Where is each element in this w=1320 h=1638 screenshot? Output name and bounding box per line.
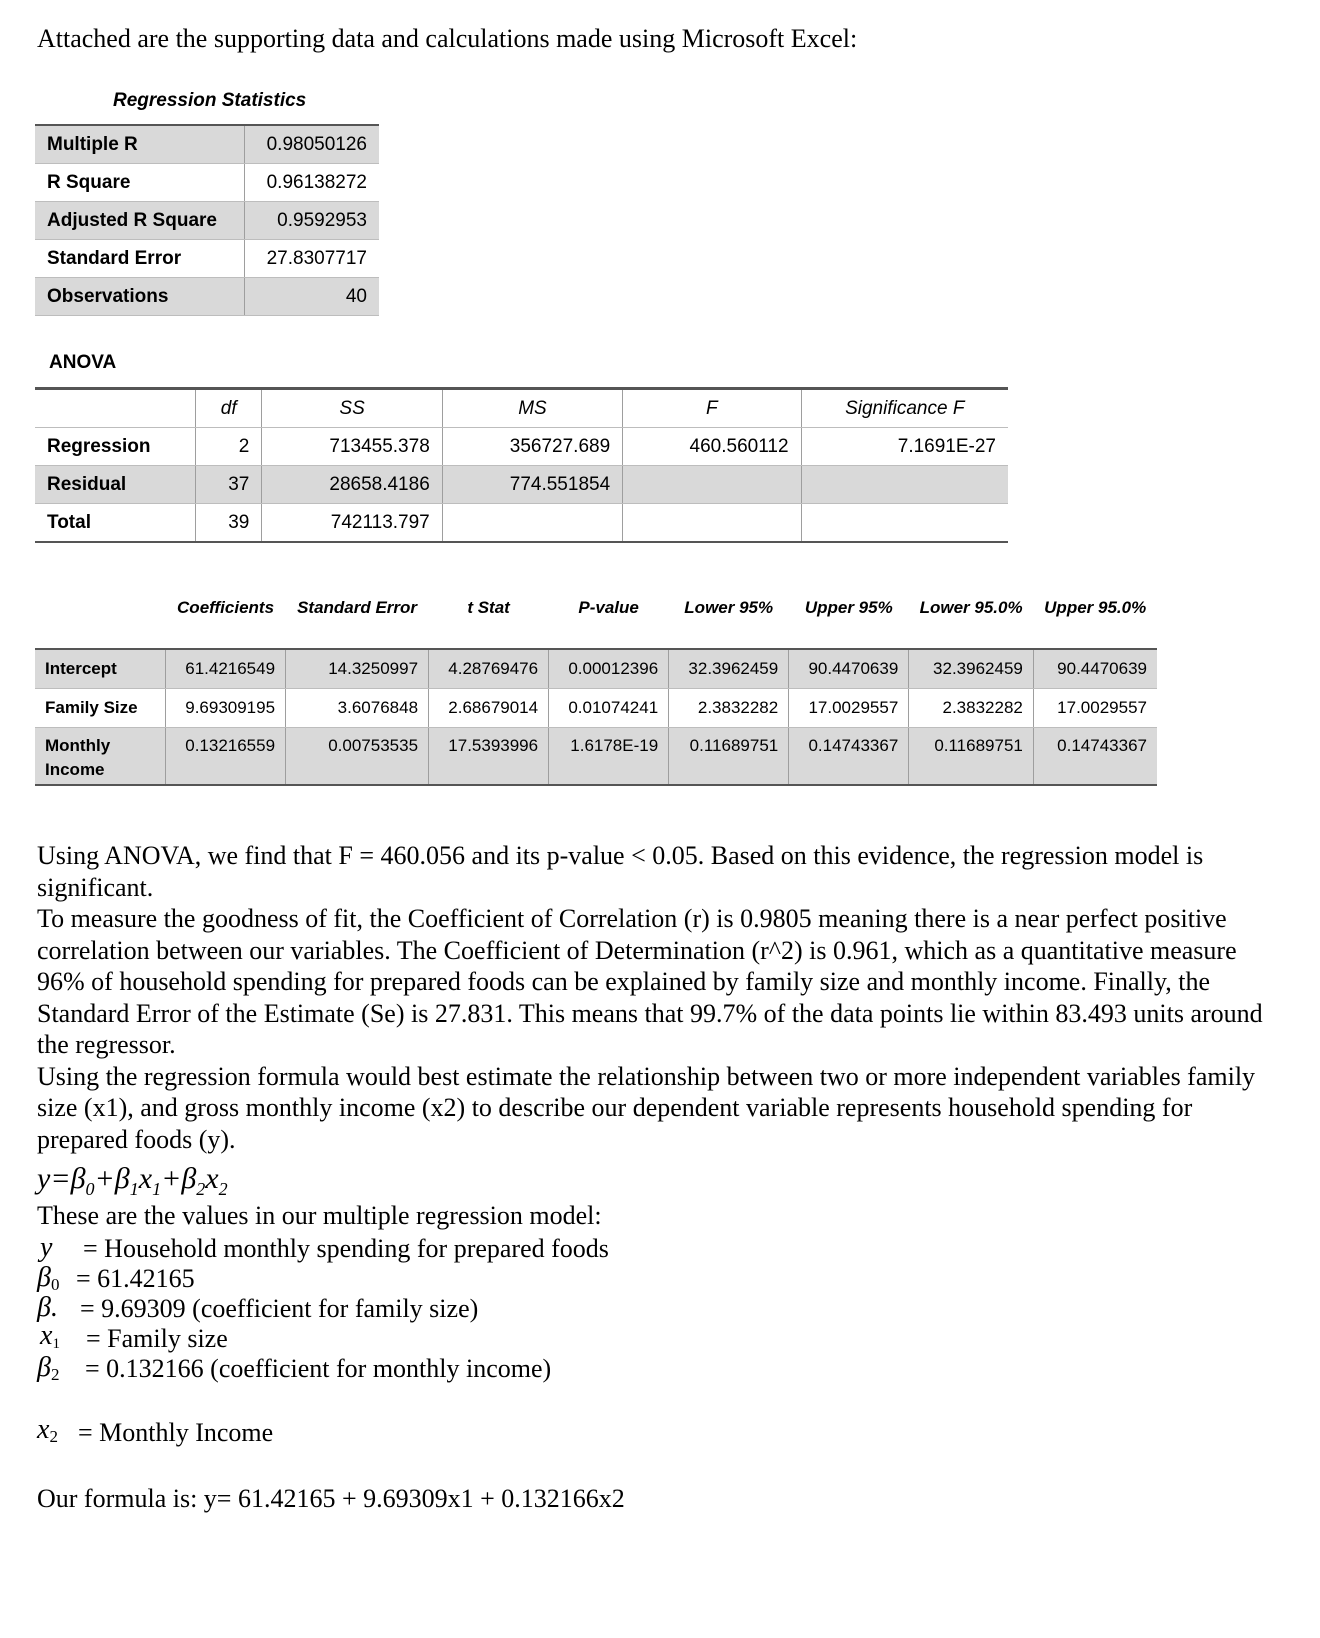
table-cell: 37 <box>196 466 262 504</box>
table-cell: 90.4470639 <box>789 649 909 689</box>
stat-label: Standard Error <box>35 240 245 278</box>
table-cell: 774.551854 <box>442 466 622 504</box>
definition-symbol: $\beta_0$ <box>37 1262 60 1295</box>
definition-symbol: $\beta_2$ <box>37 1352 60 1385</box>
paragraph: Using ANOVA, we find that F = 460.056 and its p-value < 0.05. Based on this evidence, the regression model is significant. <box>37 841 1204 902</box>
table-cell: 28658.4186 <box>262 466 442 504</box>
table-header-row <box>35 389 1008 428</box>
column-header: Significance F <box>801 389 1008 428</box>
table-row <box>35 504 1008 543</box>
table-row <box>35 466 1008 504</box>
definition-symbol: $x_2$ <box>37 1414 58 1447</box>
final-formula: Our formula is: y= 61.42165 + 9.69309x1 + 0.132166x2 <box>37 1484 625 1513</box>
table-cell: 17.0029557 <box>789 689 909 728</box>
table-cell: 460.560112 <box>623 428 801 466</box>
table-cell: 713455.378 <box>262 428 442 466</box>
row-label: Monthly Income <box>35 728 166 786</box>
regression-formula: $y=\beta_0+\beta_1x_1+\beta_2x_2$ <box>37 1162 228 1199</box>
column-header: Lower 95.0% <box>909 592 1034 649</box>
stat-value: 27.8307717 <box>245 240 380 278</box>
row-label: Regression <box>35 428 196 466</box>
table-cell: 4.28769476 <box>429 649 549 689</box>
stat-value: 0.96138272 <box>245 164 380 202</box>
stat-label: Multiple R <box>35 125 245 164</box>
column-header: SS <box>262 389 442 428</box>
table-cell: 90.4470639 <box>1033 649 1157 689</box>
table-cell: 14.3250997 <box>286 649 429 689</box>
row-label: Intercept <box>35 649 166 689</box>
definition-symbol: $x_1$ <box>40 1320 60 1353</box>
definition-text: = 0.132166 (coefficient for monthly income) <box>85 1354 552 1383</box>
definition-text: = Family size <box>86 1324 228 1353</box>
stat-label: R Square <box>35 164 245 202</box>
table-cell: 2 <box>196 428 262 466</box>
table-cell: 2.68679014 <box>429 689 549 728</box>
table-cell: 32.3962459 <box>909 649 1034 689</box>
definition-text: = 61.42165 <box>76 1264 195 1293</box>
regression-statistics-table <box>35 124 379 316</box>
column-header <box>35 389 196 428</box>
column-header: Coefficients <box>166 592 286 649</box>
anova-table <box>35 387 1008 543</box>
column-header: F <box>623 389 801 428</box>
paragraph: Using the regression formula would best estimate the relationship between two or more independent variables family size (x1), and gross monthly income (x2) to describe our dependent variable represents household spending for prepared foods (y). <box>37 1061 1256 1154</box>
coefficients-table <box>35 592 1157 786</box>
table-row <box>35 278 379 316</box>
column-header: t Stat <box>429 592 549 649</box>
column-header: df <box>196 389 262 428</box>
table-row <box>35 689 1157 728</box>
table-row <box>35 728 1157 786</box>
table-cell: 356727.689 <box>442 428 622 466</box>
values-title: These are the values in our multiple regression model: <box>37 1201 602 1230</box>
anova-title: ANOVA <box>49 352 117 373</box>
table-cell: 2.3832282 <box>669 689 789 728</box>
table-cell: 7.1691E-27 <box>801 428 1008 466</box>
column-header: Standard Error <box>286 592 429 649</box>
row-label: Total <box>35 504 196 543</box>
table-cell: 39 <box>196 504 262 543</box>
table-row <box>35 164 379 202</box>
row-label: Family Size <box>35 689 166 728</box>
table-cell: 0.11689751 <box>909 728 1034 786</box>
table-cell <box>801 504 1008 543</box>
definition-text: = 9.69309 (coefficient for family size) <box>80 1294 479 1323</box>
table-cell: 17.5393996 <box>429 728 549 786</box>
column-header: Upper 95.0% <box>1033 592 1157 649</box>
table-cell <box>623 466 801 504</box>
table-cell: 0.00753535 <box>286 728 429 786</box>
stat-value: 40 <box>245 278 380 316</box>
table-cell: 0.14743367 <box>1033 728 1157 786</box>
regression-statistics-title: Regression Statistics <box>113 90 307 111</box>
table-cell: 1.6178E-19 <box>549 728 669 786</box>
definition-text: = Household monthly spending for prepared foods <box>83 1234 609 1263</box>
stat-label: Observations <box>35 278 245 316</box>
table-row <box>35 240 379 278</box>
table-row <box>35 125 379 164</box>
table-row <box>35 649 1157 689</box>
definition-text: = Monthly Income <box>78 1418 274 1447</box>
table-cell: 0.01074241 <box>549 689 669 728</box>
table-header-row <box>35 592 1157 649</box>
table-cell: 0.13216559 <box>166 728 286 786</box>
table-row <box>35 428 1008 466</box>
stat-value: 0.98050126 <box>245 125 380 164</box>
table-cell: 3.6076848 <box>286 689 429 728</box>
table-row <box>35 202 379 240</box>
table-cell: 0.14743367 <box>789 728 909 786</box>
definition-symbol: y <box>40 1232 53 1263</box>
table-cell <box>442 504 622 543</box>
stat-label: Adjusted R Square <box>35 202 245 240</box>
stat-value: 0.9592953 <box>245 202 380 240</box>
table-cell: 17.0029557 <box>1033 689 1157 728</box>
table-cell: 0.00012396 <box>549 649 669 689</box>
table-cell <box>623 504 801 543</box>
row-label: Residual <box>35 466 196 504</box>
table-cell: 32.3962459 <box>669 649 789 689</box>
paragraph: To measure the goodness of fit, the Coefficient of Correlation (r) is 0.9805 meaning there is a near perfect positive correlation between our variables. The Coefficient of Determination (r^2) is 0.961, which as a quantitative measure 96% of household spending for prepared foods can be explained by family size and monthly income. Finally, the Standard Error of the Estimate (Se) is 27.831. This means that 99.7% of the data points lie within 83.493 units around the regressor. <box>37 904 1263 1059</box>
table-cell <box>801 466 1008 504</box>
column-header <box>35 592 166 649</box>
table-cell: 61.4216549 <box>166 649 286 689</box>
definition-symbol: β. <box>37 1292 58 1323</box>
column-header: Upper 95% <box>789 592 909 649</box>
table-cell: 742113.797 <box>262 504 442 543</box>
table-cell: 2.3832282 <box>909 689 1034 728</box>
column-header: Lower 95% <box>669 592 789 649</box>
intro-text: Attached are the supporting data and calculations made using Microsoft Excel: <box>37 24 858 53</box>
column-header: P-value <box>549 592 669 649</box>
column-header: MS <box>442 389 622 428</box>
table-cell: 0.11689751 <box>669 728 789 786</box>
table-cell: 9.69309195 <box>166 689 286 728</box>
analysis-text <box>37 840 1287 1155</box>
